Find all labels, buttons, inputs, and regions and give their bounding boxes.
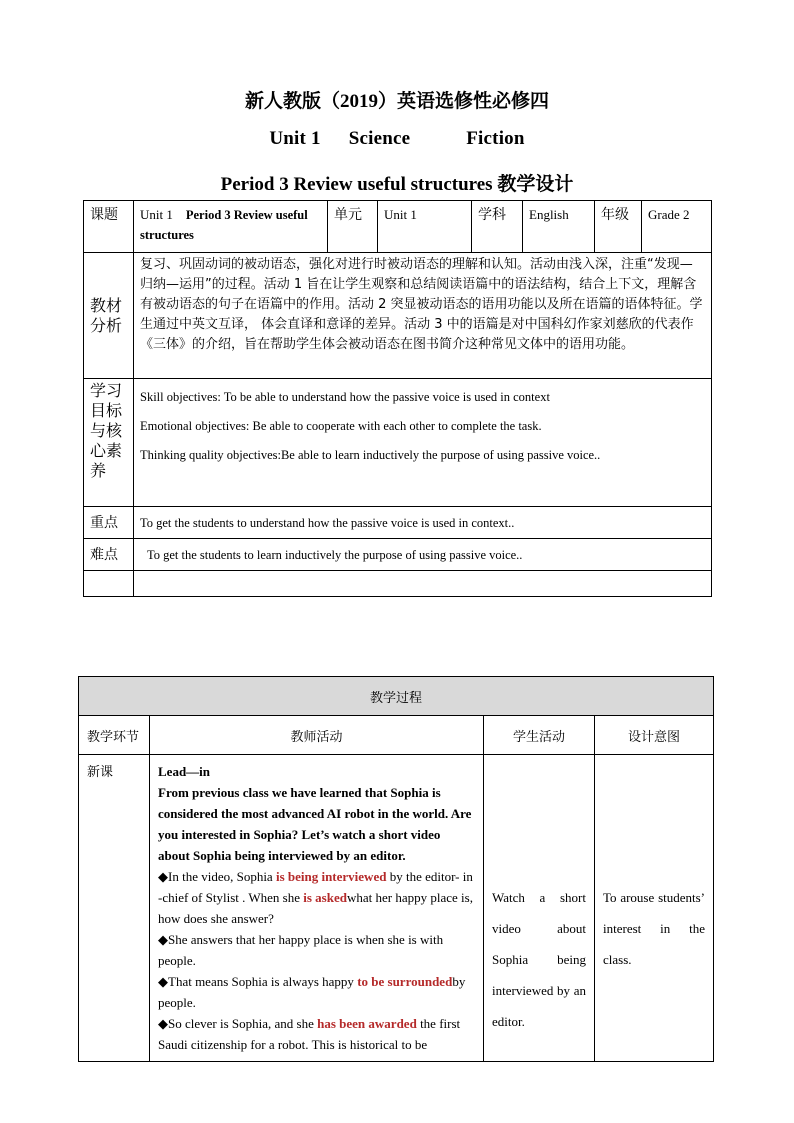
topic-cell [134,201,328,253]
analysis-text: 复习、巩固动词的被动语态，强化对进行时被动语态的理解和认知。活动由浅入深，注重“发现—归纳—运用”的过程。活动 1 旨在让学生观察和总结阅读语篇中的语法结构，结合上下文，理解含有被动语态的句子在语篇中的作用。活动 2 突显被动语态的语用功能以及所在语篇的语体特征。学生通过中英文互译， 体会直译和意译的差异。活动 3 中的语篇是对中国科幻作家刘慈欣的代表作《三体》的介绍，旨在帮助学生体会被动语态在图书简介这种常见文体中的语用功能。 [134,253,712,379]
analysis-label-line1: 教材 [90,295,123,315]
doc-title: 新人教版（2019）英语选修性必修四 [244,91,549,112]
bullet-1-pre: ◆In the video, Sophia [158,869,276,884]
teaching-process-table [78,676,714,1062]
lead-in-title: Lead—in [158,764,211,779]
objectives-label-2: 目标 [90,401,123,420]
bullet-1-highlight: is being interviewed [275,869,387,884]
objectives-cell [134,379,712,507]
objectives-label-5: 养 [90,461,107,480]
bullet-3 [158,971,475,1013]
period-title: Period 3 Review useful structures 教学设计 [220,174,574,195]
bullet-4 [158,1013,475,1055]
objectives-label [84,379,134,507]
subject-value: English [523,201,595,253]
col-teacher: 教师活动 [150,716,484,755]
bullet-2 [158,929,475,971]
difficulty-text: To get the students to learn inductively the purpose of using passive voice.. [134,539,712,571]
objectives-label-1: 学习 [90,381,123,400]
topic-period: Period 3 Review useful structures [140,208,308,242]
empty-label-cell [84,571,134,597]
key-point-label: 重点 [84,507,134,539]
unit-title [0,128,794,150]
lead-in-intro: From previous class we have learned that Sophia is considered the most advanced AI robot in the world. Are you interested in Sophia? Let’s watch a short video about Sophia being interviewed by an editor. [158,785,472,863]
topic-unit: Unit 1 [140,207,173,222]
bullet-1-highlight-2: is asked [303,890,347,905]
key-point-text: To get the students to understand how the passive voice is used in context.. [134,507,712,539]
subject-label: 学科 [472,201,523,253]
thinking-objective: Thinking quality objectives:Be able to learn inductively the purpose of using passive voice.. [140,448,601,462]
unit-word-science: Science [348,128,411,149]
student-activity-cell: Watch a short video about Sophia being interviewed by an editor. [484,755,595,1062]
bullet-2-pre: ◆She answers that her happy place is when she is with people. [158,932,444,968]
objectives-label-4: 心素 [90,441,123,460]
grade-value: Grade 2 [642,201,712,253]
difficulty-label: 难点 [84,539,134,571]
lesson-info-table [83,200,712,597]
unit-word-fiction: Fiction [466,128,525,149]
grade-label: 年级 [595,201,642,253]
bullet-3-highlight: to be surrounded [357,974,453,989]
unit-cell-label: 单元 [328,201,378,253]
objectives-label-3: 与核 [90,421,123,440]
unit-cell-value: Unit 1 [378,201,472,253]
analysis-label-line2: 分析 [90,315,123,335]
col-intent: 设计意图 [595,716,714,755]
analysis-label [84,253,134,379]
topic-label: 课题 [84,201,134,253]
process-header: 教学过程 [79,677,714,716]
bullet-4-pre: ◆So clever is Sophia, and she [158,1016,318,1031]
bullet-1-post: by the editor- in -chief of Stylist . When she [158,869,473,905]
bullet-3-pre: ◆That means Sophia is always happy [158,974,358,989]
skill-objective: Skill objectives: To be able to understand how the passive voice is used in context [140,390,550,404]
unit-label: Unit 1 [269,128,321,149]
stage-cell: 新课 [79,755,150,1062]
bullet-3-post: by people. [158,974,466,1010]
col-stage: 教学环节 [79,716,150,755]
teacher-activity-cell [150,755,484,1062]
bullet-4-post: the first Saudi citizenship for a robot. This is historical to be [158,1016,461,1052]
empty-content-cell [134,571,712,597]
col-student: 学生活动 [484,716,595,755]
design-intent-cell: To arouse students’ interest in the class. [595,755,714,1062]
bullet-1-post-2: what her happy place is, how does she answer? [158,890,473,926]
emotional-objective: Emotional objectives: Be able to cooperate with each other to complete the task. [140,419,542,433]
bullet-4-highlight: has been awarded [317,1016,417,1031]
bullet-1 [158,866,475,929]
